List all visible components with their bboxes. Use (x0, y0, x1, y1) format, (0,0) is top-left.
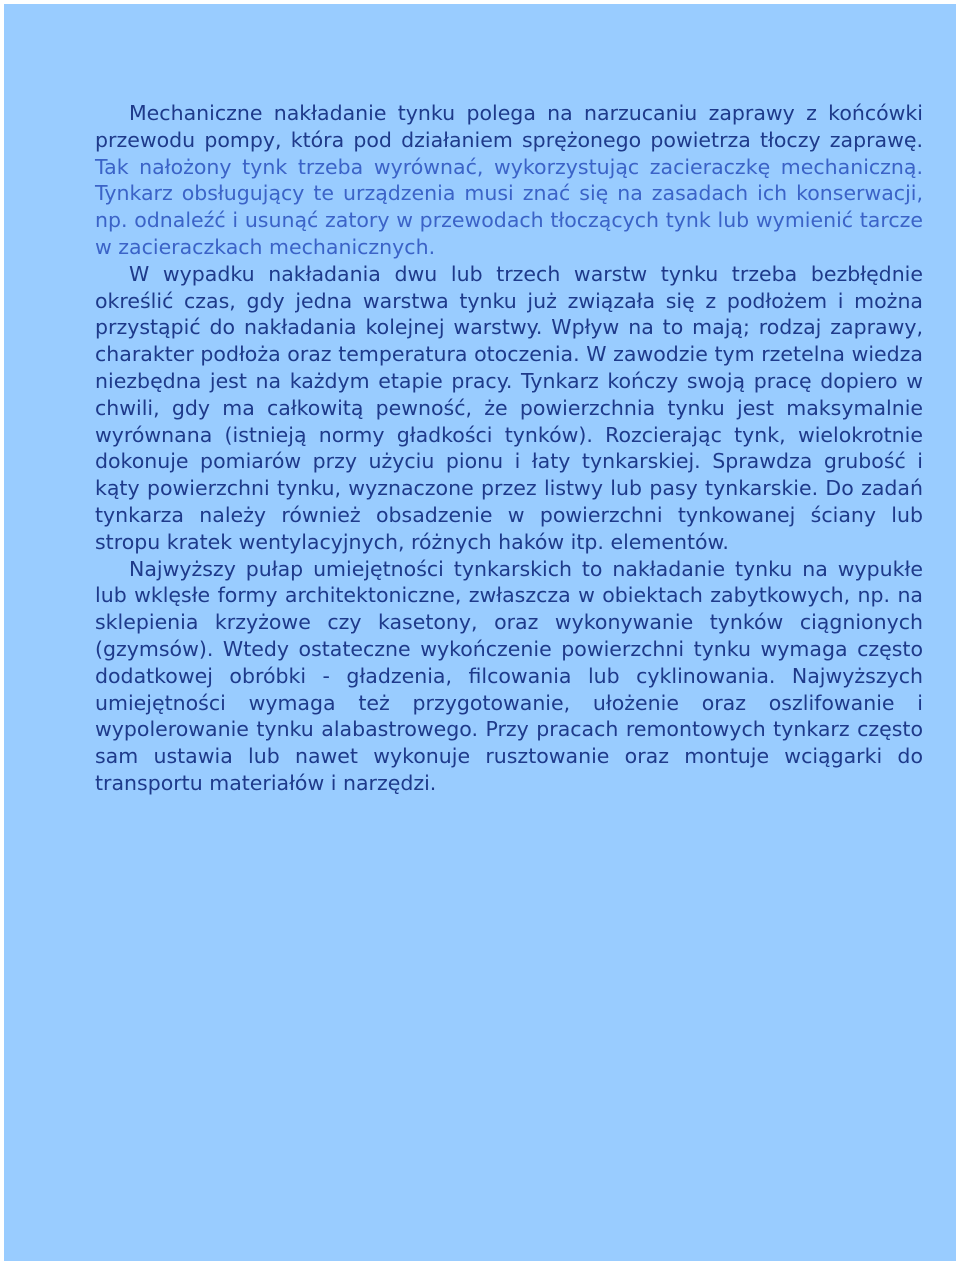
document-page (4, 4, 956, 1261)
paragraph-3: Najwyższy pułap umiejętności tynkarskich to nakładanie tynku na wypukłe lub wklęsłe formy architektoniczne, zwłaszcza w obiektach zabytkowych, np. na sklepienia krzyżowe czy kasetony, oraz wykonywanie tynków ciągnionych (gzymsów). Wtedy ostateczne wykończenie powierzchni tynku wymaga często dodatkowej obróbki - gładzenia, filcowania lub cyklinowania. Najwyższych umiejętności wymaga też przygotowanie, ułożenie oraz oszlifowanie i wypolerowanie tynku alabastrowego. Przy pracach remontowych tynkarz często sam ustawia lub nawet wykonuje rusztowanie oraz montuje wciągarki do transportu materiałów i narzędzi. (95, 556, 923, 795)
paragraph-2: W wypadku nakładania dwu lub trzech warstw tynku trzeba bezbłędnie określić czas, gdy jedna warstwa tynku już związała się z podłożem i można przystąpić do nakładania kolejnej warstwy. Wpływ na to mają; rodzaj zaprawy, charakter podłoża oraz temperatura otoczenia. W zawodzie tym rzetelna wiedza niezbędna jest na każdym etapie pracy. Tynkarz kończy swoją pracę dopiero w chwili, gdy ma całkowitą pewność, że powierzchnia tynku jest maksymalnie wyrównana (istnieją normy gładkości tynków). Rozcierając tynk, wielokrotnie dokonuje pomiarów przy użyciu pionu i łaty tynkarskiej. Sprawdza grubość i kąty powierzchni tynku, wyznaczone przez listwy lub pasy tynkarskie. Do zadań tynkarza należy również obsadzenie w powierzchni tynkowanej ściany lub stropu kratek wentylacyjnych, różnych haków itp. elementów. (95, 261, 923, 554)
paragraph-1 (95, 100, 923, 261)
document-body (95, 100, 923, 797)
paragraph-1-part-2: Tak nałożony tynk trzeba wyrównać, wykorzystując zacieraczkę mechaniczną. Tynkarz obsługujący te urządzenia musi znać się na zasadach ich konserwacji, np. odnaleźć i usunąć zatory w przewodach tłoczących tynk lub wymienić tarcze w zacieraczkach mechanicznych. (95, 154, 923, 259)
paragraph-1-part-1: Mechaniczne nakładanie tynku polega na narzucaniu zaprawy z końcówki przewodu pompy, która pod działaniem sprężonego powietrza tłoczy zaprawę. (95, 101, 923, 152)
